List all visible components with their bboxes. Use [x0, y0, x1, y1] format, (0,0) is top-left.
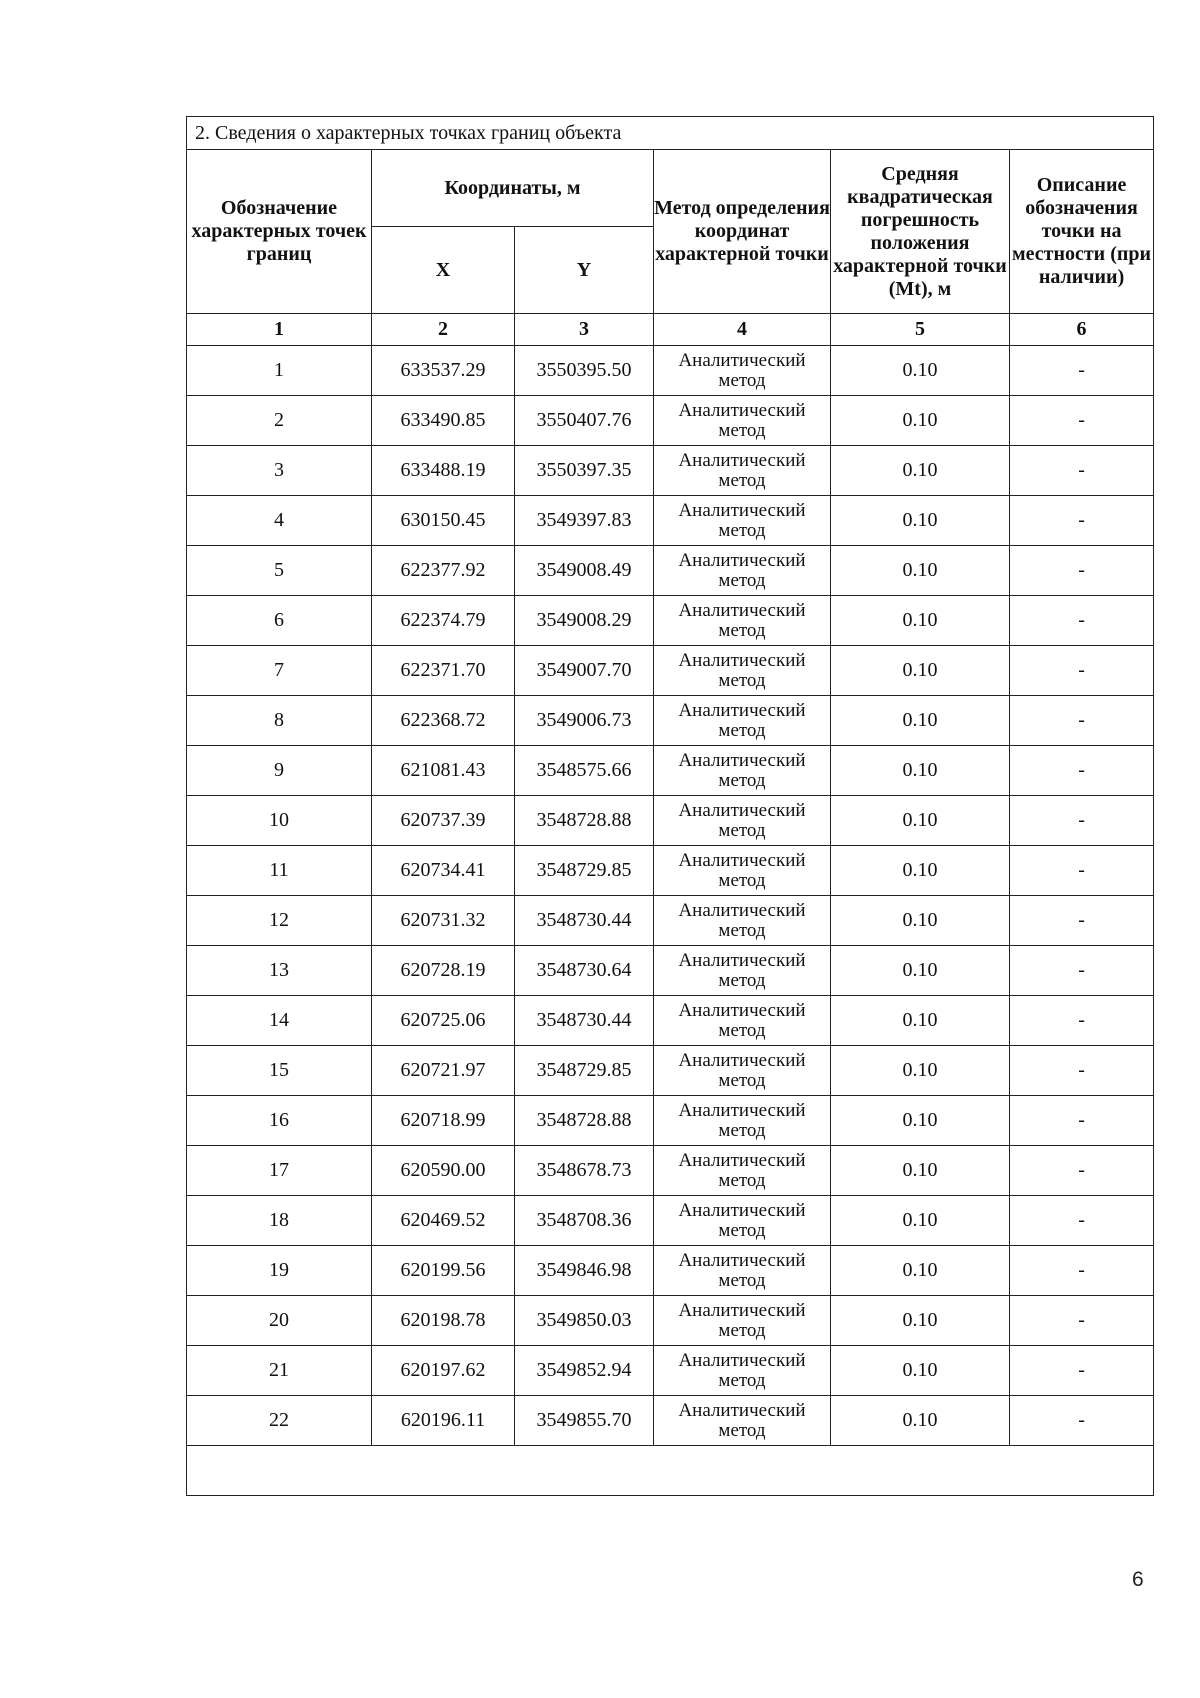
description-cell: - [1010, 446, 1154, 496]
method-line-1: Аналитический [678, 1049, 806, 1071]
method-line-2: метод [718, 1169, 766, 1191]
description-cell: - [1010, 1146, 1154, 1196]
method-line-1: Аналитический [678, 999, 806, 1021]
method-cell [654, 896, 831, 946]
description-cell: - [1010, 1396, 1154, 1446]
y-coordinate-cell: 3549397.83 [515, 496, 654, 546]
x-coordinate-cell: 622377.92 [372, 546, 515, 596]
y-coordinate-cell: 3548728.88 [515, 1096, 654, 1146]
x-coordinate-cell: 633490.85 [372, 396, 515, 446]
error-cell: 0.10 [831, 846, 1010, 896]
method-cell [654, 1346, 831, 1396]
point-number-cell: 1 [187, 346, 372, 396]
y-coordinate-cell: 3549855.70 [515, 1396, 654, 1446]
table-row [187, 1196, 1154, 1246]
method-line-2: метод [718, 569, 766, 591]
description-cell: - [1010, 546, 1154, 596]
description-cell: - [1010, 396, 1154, 446]
method-line-2: метод [718, 1269, 766, 1291]
header-error: Средняя квадратическая погрешность положения характерной точки (Mt), м [831, 150, 1010, 314]
point-number-cell: 10 [187, 796, 372, 846]
table-row [187, 446, 1154, 496]
error-cell: 0.10 [831, 696, 1010, 746]
method-cell [654, 646, 831, 696]
y-coordinate-cell: 3548730.44 [515, 896, 654, 946]
description-cell: - [1010, 746, 1154, 796]
boundary-points-table [186, 116, 1154, 1496]
x-coordinate-cell: 620199.56 [372, 1246, 515, 1296]
column-number: 6 [1010, 314, 1154, 346]
column-number: 5 [831, 314, 1010, 346]
description-cell: - [1010, 1196, 1154, 1246]
error-cell: 0.10 [831, 1146, 1010, 1196]
method-line-2: метод [718, 369, 766, 391]
method-cell [654, 346, 831, 396]
method-cell [654, 1396, 831, 1446]
error-cell: 0.10 [831, 896, 1010, 946]
error-cell: 0.10 [831, 946, 1010, 996]
error-cell: 0.10 [831, 1346, 1010, 1396]
table-row [187, 546, 1154, 596]
method-line-1: Аналитический [678, 899, 806, 921]
method-line-2: метод [718, 1119, 766, 1141]
table-row [187, 896, 1154, 946]
description-cell: - [1010, 796, 1154, 846]
table-row [187, 646, 1154, 696]
point-number-cell: 17 [187, 1146, 372, 1196]
point-number-cell: 3 [187, 446, 372, 496]
error-cell: 0.10 [831, 346, 1010, 396]
y-coordinate-cell: 3549008.29 [515, 596, 654, 646]
description-cell: - [1010, 346, 1154, 396]
error-cell: 0.10 [831, 996, 1010, 1046]
description-cell: - [1010, 646, 1154, 696]
method-line-1: Аналитический [678, 549, 806, 571]
table-row [187, 1246, 1154, 1296]
point-number-cell: 16 [187, 1096, 372, 1146]
point-number-cell: 9 [187, 746, 372, 796]
x-coordinate-cell: 633537.29 [372, 346, 515, 396]
point-number-cell: 12 [187, 896, 372, 946]
method-line-1: Аналитический [678, 1349, 806, 1371]
method-line-1: Аналитический [678, 499, 806, 521]
point-number-cell: 22 [187, 1396, 372, 1446]
method-line-2: метод [718, 519, 766, 541]
method-line-2: метод [718, 1069, 766, 1091]
x-coordinate-cell: 621081.43 [372, 746, 515, 796]
method-line-2: метод [718, 819, 766, 841]
y-coordinate-cell: 3548678.73 [515, 1146, 654, 1196]
method-line-1: Аналитический [678, 849, 806, 871]
description-cell: - [1010, 1346, 1154, 1396]
method-line-2: метод [718, 669, 766, 691]
y-coordinate-cell: 3549852.94 [515, 1346, 654, 1396]
error-cell: 0.10 [831, 396, 1010, 446]
table-row [187, 1296, 1154, 1346]
method-line-2: метод [718, 1419, 766, 1441]
header-method: Метод определения координат характерной точки [654, 150, 831, 314]
section-title: 2. Сведения о характерных точках границ объекта [187, 117, 1154, 150]
method-cell [654, 596, 831, 646]
method-line-2: метод [718, 869, 766, 891]
table-row [187, 796, 1154, 846]
method-line-1: Аналитический [678, 1099, 806, 1121]
method-line-1: Аналитический [678, 1149, 806, 1171]
method-cell [654, 1296, 831, 1346]
point-number-cell: 18 [187, 1196, 372, 1246]
x-coordinate-cell: 620590.00 [372, 1146, 515, 1196]
header-coordinates: Координаты, м [372, 150, 654, 227]
table-row [187, 846, 1154, 896]
method-line-2: метод [718, 719, 766, 741]
x-coordinate-cell: 620731.32 [372, 896, 515, 946]
method-cell [654, 1246, 831, 1296]
description-cell: - [1010, 1096, 1154, 1146]
method-cell [654, 396, 831, 446]
point-number-cell: 7 [187, 646, 372, 696]
point-number-cell: 20 [187, 1296, 372, 1346]
error-cell: 0.10 [831, 646, 1010, 696]
y-coordinate-cell: 3549008.49 [515, 546, 654, 596]
x-coordinate-cell: 620198.78 [372, 1296, 515, 1346]
method-line-2: метод [718, 1219, 766, 1241]
x-coordinate-cell: 620469.52 [372, 1196, 515, 1246]
y-coordinate-cell: 3548728.88 [515, 796, 654, 846]
table-row [187, 346, 1154, 396]
x-coordinate-cell: 620721.97 [372, 1046, 515, 1096]
y-coordinate-cell: 3548730.44 [515, 996, 654, 1046]
table-row [187, 396, 1154, 446]
method-line-1: Аналитический [678, 1199, 806, 1221]
point-number-cell: 2 [187, 396, 372, 446]
header-description: Описание обозначения точки на местности (при наличии) [1010, 150, 1154, 314]
point-number-cell: 13 [187, 946, 372, 996]
table-row [187, 596, 1154, 646]
method-line-2: метод [718, 769, 766, 791]
method-line-1: Аналитический [678, 599, 806, 621]
y-coordinate-cell: 3548708.36 [515, 1196, 654, 1246]
point-number-cell: 8 [187, 696, 372, 746]
error-cell: 0.10 [831, 496, 1010, 546]
header-y: Y [515, 227, 654, 314]
method-line-1: Аналитический [678, 799, 806, 821]
table-row [187, 996, 1154, 1046]
error-cell: 0.10 [831, 1296, 1010, 1346]
error-cell: 0.10 [831, 746, 1010, 796]
method-cell [654, 946, 831, 996]
header-x: X [372, 227, 515, 314]
x-coordinate-cell: 630150.45 [372, 496, 515, 546]
x-coordinate-cell: 622368.72 [372, 696, 515, 746]
method-line-1: Аналитический [678, 949, 806, 971]
method-line-1: Аналитический [678, 449, 806, 471]
point-number-cell: 14 [187, 996, 372, 1046]
point-number-cell: 4 [187, 496, 372, 546]
x-coordinate-cell: 620737.39 [372, 796, 515, 846]
table-row [187, 1346, 1154, 1396]
description-cell: - [1010, 846, 1154, 896]
point-number-cell: 11 [187, 846, 372, 896]
point-number-cell: 15 [187, 1046, 372, 1096]
table-row [187, 946, 1154, 996]
method-cell [654, 446, 831, 496]
method-line-2: метод [718, 469, 766, 491]
x-coordinate-cell: 620734.41 [372, 846, 515, 896]
description-cell: - [1010, 1046, 1154, 1096]
method-line-2: метод [718, 419, 766, 441]
x-coordinate-cell: 620725.06 [372, 996, 515, 1046]
method-cell [654, 546, 831, 596]
method-line-1: Аналитический [678, 1249, 806, 1271]
y-coordinate-cell: 3550395.50 [515, 346, 654, 396]
empty-footer-cell [187, 1446, 1154, 1496]
header-point-designation: Обозначение характерных точек границ [187, 150, 372, 314]
description-cell: - [1010, 596, 1154, 646]
point-number-cell: 19 [187, 1246, 372, 1296]
column-number: 1 [187, 314, 372, 346]
point-number-cell: 21 [187, 1346, 372, 1396]
method-line-1: Аналитический [678, 699, 806, 721]
method-cell [654, 846, 831, 896]
description-cell: - [1010, 696, 1154, 746]
error-cell: 0.10 [831, 1246, 1010, 1296]
method-line-1: Аналитический [678, 399, 806, 421]
page-number: 6 [1132, 1568, 1144, 1591]
x-coordinate-cell: 622374.79 [372, 596, 515, 646]
method-line-1: Аналитический [678, 749, 806, 771]
table-row [187, 746, 1154, 796]
error-cell: 0.10 [831, 546, 1010, 596]
method-cell [654, 996, 831, 1046]
method-line-2: метод [718, 919, 766, 941]
description-cell: - [1010, 496, 1154, 546]
x-coordinate-cell: 633488.19 [372, 446, 515, 496]
column-number: 4 [654, 314, 831, 346]
x-coordinate-cell: 620196.11 [372, 1396, 515, 1446]
description-cell: - [1010, 896, 1154, 946]
description-cell: - [1010, 1246, 1154, 1296]
error-cell: 0.10 [831, 1096, 1010, 1146]
empty-footer-row [187, 1446, 1154, 1496]
method-cell [654, 1196, 831, 1246]
x-coordinate-cell: 620197.62 [372, 1346, 515, 1396]
y-coordinate-cell: 3550407.76 [515, 396, 654, 446]
method-line-2: метод [718, 1369, 766, 1391]
method-cell [654, 1046, 831, 1096]
method-line-1: Аналитический [678, 1399, 806, 1421]
method-cell [654, 746, 831, 796]
method-line-1: Аналитический [678, 349, 806, 371]
error-cell: 0.10 [831, 796, 1010, 846]
column-number: 2 [372, 314, 515, 346]
method-cell [654, 696, 831, 746]
table-row [187, 1396, 1154, 1446]
error-cell: 0.10 [831, 596, 1010, 646]
column-number: 3 [515, 314, 654, 346]
error-cell: 0.10 [831, 446, 1010, 496]
table-row [187, 696, 1154, 746]
y-coordinate-cell: 3549850.03 [515, 1296, 654, 1346]
y-coordinate-cell: 3549007.70 [515, 646, 654, 696]
y-coordinate-cell: 3548730.64 [515, 946, 654, 996]
method-line-1: Аналитический [678, 1299, 806, 1321]
point-number-cell: 6 [187, 596, 372, 646]
method-line-2: метод [718, 1019, 766, 1041]
y-coordinate-cell: 3548729.85 [515, 1046, 654, 1096]
method-line-2: метод [718, 1319, 766, 1341]
error-cell: 0.10 [831, 1196, 1010, 1246]
table-row [187, 1046, 1154, 1096]
method-line-2: метод [718, 619, 766, 641]
method-cell [654, 1096, 831, 1146]
y-coordinate-cell: 3548729.85 [515, 846, 654, 896]
y-coordinate-cell: 3550397.35 [515, 446, 654, 496]
y-coordinate-cell: 3548575.66 [515, 746, 654, 796]
method-line-2: метод [718, 969, 766, 991]
column-number-row [187, 314, 1154, 346]
error-cell: 0.10 [831, 1046, 1010, 1096]
description-cell: - [1010, 946, 1154, 996]
x-coordinate-cell: 620718.99 [372, 1096, 515, 1146]
table-row [187, 1146, 1154, 1196]
method-cell [654, 1146, 831, 1196]
table-body [187, 346, 1154, 1446]
x-coordinate-cell: 622371.70 [372, 646, 515, 696]
description-cell: - [1010, 1296, 1154, 1346]
y-coordinate-cell: 3549006.73 [515, 696, 654, 746]
method-line-1: Аналитический [678, 649, 806, 671]
table-row [187, 496, 1154, 546]
y-coordinate-cell: 3549846.98 [515, 1246, 654, 1296]
point-number-cell: 5 [187, 546, 372, 596]
x-coordinate-cell: 620728.19 [372, 946, 515, 996]
error-cell: 0.10 [831, 1396, 1010, 1446]
table-row [187, 1096, 1154, 1146]
method-cell [654, 496, 831, 546]
method-cell [654, 796, 831, 846]
description-cell: - [1010, 996, 1154, 1046]
